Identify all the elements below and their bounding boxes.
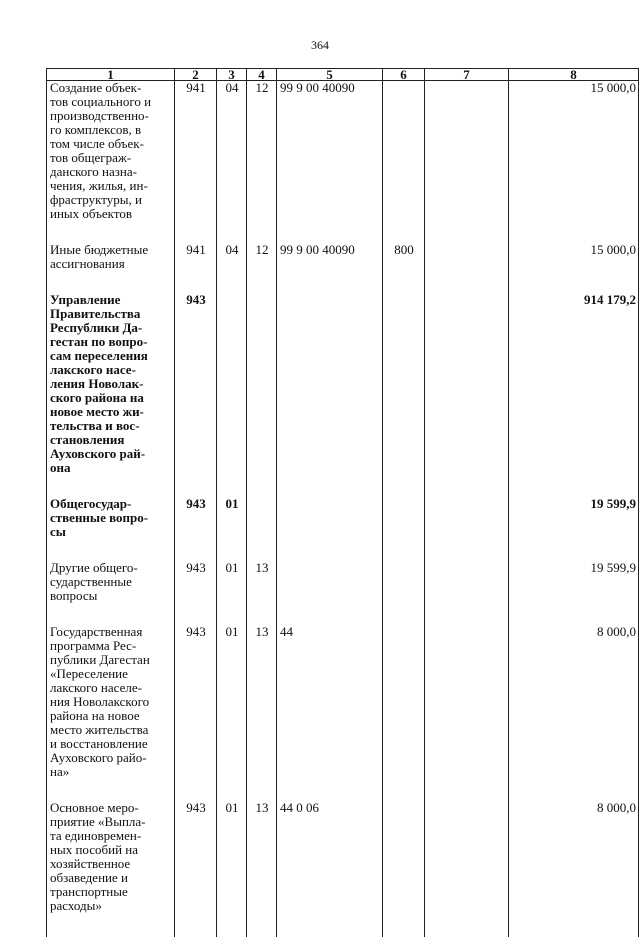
row-gap bbox=[47, 603, 639, 625]
row-section-code: 04 bbox=[217, 81, 247, 222]
row-name: Государственная программа Рес- публики Дагестан «Переселение лакского населе- ния Новолакского района на новое место жительства и восстановление Ауховского райо- на» bbox=[47, 625, 175, 779]
gap-cell bbox=[383, 221, 425, 243]
gap-cell bbox=[47, 539, 175, 561]
gap-cell bbox=[217, 539, 247, 561]
header-col-8: 8 bbox=[509, 69, 639, 81]
row-amount: 15 000,0 bbox=[509, 81, 639, 222]
row-section-code: 01 bbox=[217, 561, 247, 603]
header-col-5: 5 bbox=[277, 69, 383, 81]
gap-cell bbox=[383, 779, 425, 801]
header-col-6: 6 bbox=[383, 69, 425, 81]
gap-cell bbox=[175, 913, 217, 937]
row-expense-type bbox=[383, 497, 425, 539]
row-ved-code: 943 bbox=[175, 801, 217, 913]
gap-cell bbox=[425, 221, 509, 243]
row-name: Общегосудар- ственные вопро- сы bbox=[47, 497, 175, 539]
gap-cell bbox=[247, 603, 277, 625]
gap-cell bbox=[509, 539, 639, 561]
table-row bbox=[47, 243, 639, 271]
gap-cell bbox=[277, 539, 383, 561]
gap-cell bbox=[277, 779, 383, 801]
row-expense-type bbox=[383, 293, 425, 475]
gap-cell bbox=[383, 913, 425, 937]
row-expense-type bbox=[383, 81, 425, 222]
gap-cell bbox=[509, 271, 639, 293]
row-gap bbox=[47, 475, 639, 497]
row-expense-type bbox=[383, 801, 425, 913]
gap-cell bbox=[217, 913, 247, 937]
row-col7 bbox=[425, 561, 509, 603]
gap-cell bbox=[47, 779, 175, 801]
row-ved-code: 941 bbox=[175, 81, 217, 222]
header-col-1: 1 bbox=[47, 69, 175, 81]
table-row bbox=[47, 801, 639, 913]
row-expense-type bbox=[383, 561, 425, 603]
table-body bbox=[47, 81, 639, 937]
header-col-7: 7 bbox=[425, 69, 509, 81]
row-gap bbox=[47, 221, 639, 243]
row-gap bbox=[47, 779, 639, 801]
gap-cell bbox=[47, 913, 175, 937]
row-name: Создание объек- тов социального и производственно- го комплексов, в том числе объек- тов общеграж- данского назна- чения, жилья, ин- фраструктуры, и иных объектов bbox=[47, 81, 175, 222]
row-subsection-code: 13 bbox=[247, 625, 277, 779]
row-subsection-code: 12 bbox=[247, 81, 277, 222]
row-col7 bbox=[425, 625, 509, 779]
gap-cell bbox=[175, 221, 217, 243]
gap-cell bbox=[247, 913, 277, 937]
row-subsection-code bbox=[247, 293, 277, 475]
row-target-article bbox=[277, 497, 383, 539]
gap-cell bbox=[247, 475, 277, 497]
row-subsection-code: 13 bbox=[247, 561, 277, 603]
row-col7 bbox=[425, 497, 509, 539]
gap-cell bbox=[383, 475, 425, 497]
gap-cell bbox=[425, 475, 509, 497]
row-amount: 19 599,9 bbox=[509, 497, 639, 539]
gap-cell bbox=[425, 913, 509, 937]
row-target-article: 44 0 06 bbox=[277, 801, 383, 913]
header-col-4: 4 bbox=[247, 69, 277, 81]
row-amount: 8 000,0 bbox=[509, 801, 639, 913]
gap-cell bbox=[217, 779, 247, 801]
gap-cell bbox=[247, 539, 277, 561]
gap-cell bbox=[175, 475, 217, 497]
gap-cell bbox=[175, 779, 217, 801]
gap-cell bbox=[175, 271, 217, 293]
gap-cell bbox=[47, 603, 175, 625]
budget-table bbox=[46, 68, 639, 937]
gap-cell bbox=[425, 603, 509, 625]
row-col7 bbox=[425, 243, 509, 271]
row-expense-type: 800 bbox=[383, 243, 425, 271]
gap-cell bbox=[509, 913, 639, 937]
row-target-article bbox=[277, 561, 383, 603]
row-ved-code: 943 bbox=[175, 293, 217, 475]
gap-cell bbox=[47, 271, 175, 293]
gap-cell bbox=[247, 221, 277, 243]
table-row bbox=[47, 561, 639, 603]
gap-cell bbox=[277, 475, 383, 497]
row-gap bbox=[47, 913, 639, 937]
row-section-code: 01 bbox=[217, 801, 247, 913]
row-amount: 914 179,2 bbox=[509, 293, 639, 475]
header-row bbox=[47, 69, 639, 81]
row-subsection-code bbox=[247, 497, 277, 539]
row-amount: 19 599,9 bbox=[509, 561, 639, 603]
row-ved-code: 943 bbox=[175, 497, 217, 539]
row-name: Основное меро- приятие «Выпла- та единовремен- ных пособий на хозяйственное обзаведение и транспортные расходы» bbox=[47, 801, 175, 913]
gap-cell bbox=[277, 221, 383, 243]
gap-cell bbox=[277, 271, 383, 293]
gap-cell bbox=[277, 603, 383, 625]
gap-cell bbox=[509, 603, 639, 625]
row-target-article: 99 9 00 40090 bbox=[277, 81, 383, 222]
row-ved-code: 941 bbox=[175, 243, 217, 271]
row-name: Другие общего- сударственные вопросы bbox=[47, 561, 175, 603]
header-col-3: 3 bbox=[217, 69, 247, 81]
row-gap bbox=[47, 539, 639, 561]
gap-cell bbox=[383, 271, 425, 293]
gap-cell bbox=[47, 475, 175, 497]
gap-cell bbox=[217, 475, 247, 497]
gap-cell bbox=[47, 221, 175, 243]
row-col7 bbox=[425, 801, 509, 913]
row-amount: 8 000,0 bbox=[509, 625, 639, 779]
row-ved-code: 943 bbox=[175, 625, 217, 779]
gap-cell bbox=[509, 475, 639, 497]
row-section-code: 04 bbox=[217, 243, 247, 271]
row-col7 bbox=[425, 293, 509, 475]
row-section-code: 01 bbox=[217, 625, 247, 779]
row-amount: 15 000,0 bbox=[509, 243, 639, 271]
gap-cell bbox=[383, 603, 425, 625]
gap-cell bbox=[425, 539, 509, 561]
gap-cell bbox=[509, 221, 639, 243]
row-name: Иные бюджетные ассигнования bbox=[47, 243, 175, 271]
gap-cell bbox=[509, 779, 639, 801]
gap-cell bbox=[247, 271, 277, 293]
gap-cell bbox=[277, 913, 383, 937]
gap-cell bbox=[383, 539, 425, 561]
table-row bbox=[47, 497, 639, 539]
gap-cell bbox=[425, 779, 509, 801]
gap-cell bbox=[175, 539, 217, 561]
row-subsection-code: 13 bbox=[247, 801, 277, 913]
gap-cell bbox=[175, 603, 217, 625]
row-col7 bbox=[425, 81, 509, 222]
gap-cell bbox=[217, 603, 247, 625]
row-target-article bbox=[277, 293, 383, 475]
row-ved-code: 943 bbox=[175, 561, 217, 603]
page-number: 364 bbox=[0, 38, 640, 53]
gap-cell bbox=[425, 271, 509, 293]
row-gap bbox=[47, 271, 639, 293]
row-target-article: 99 9 00 40090 bbox=[277, 243, 383, 271]
row-subsection-code: 12 bbox=[247, 243, 277, 271]
gap-cell bbox=[247, 779, 277, 801]
table-row bbox=[47, 293, 639, 475]
row-section-code bbox=[217, 293, 247, 475]
row-section-code: 01 bbox=[217, 497, 247, 539]
row-name: Управление Правительства Республики Да- гестан по вопро- сам переселения лакского насе- ления Новолак- ского района на новое место жи- тельства и вос- становления Ауховского рай- она bbox=[47, 293, 175, 475]
table-row bbox=[47, 81, 639, 222]
header-col-2: 2 bbox=[175, 69, 217, 81]
table-row bbox=[47, 625, 639, 779]
row-target-article: 44 bbox=[277, 625, 383, 779]
row-expense-type bbox=[383, 625, 425, 779]
gap-cell bbox=[217, 271, 247, 293]
gap-cell bbox=[217, 221, 247, 243]
